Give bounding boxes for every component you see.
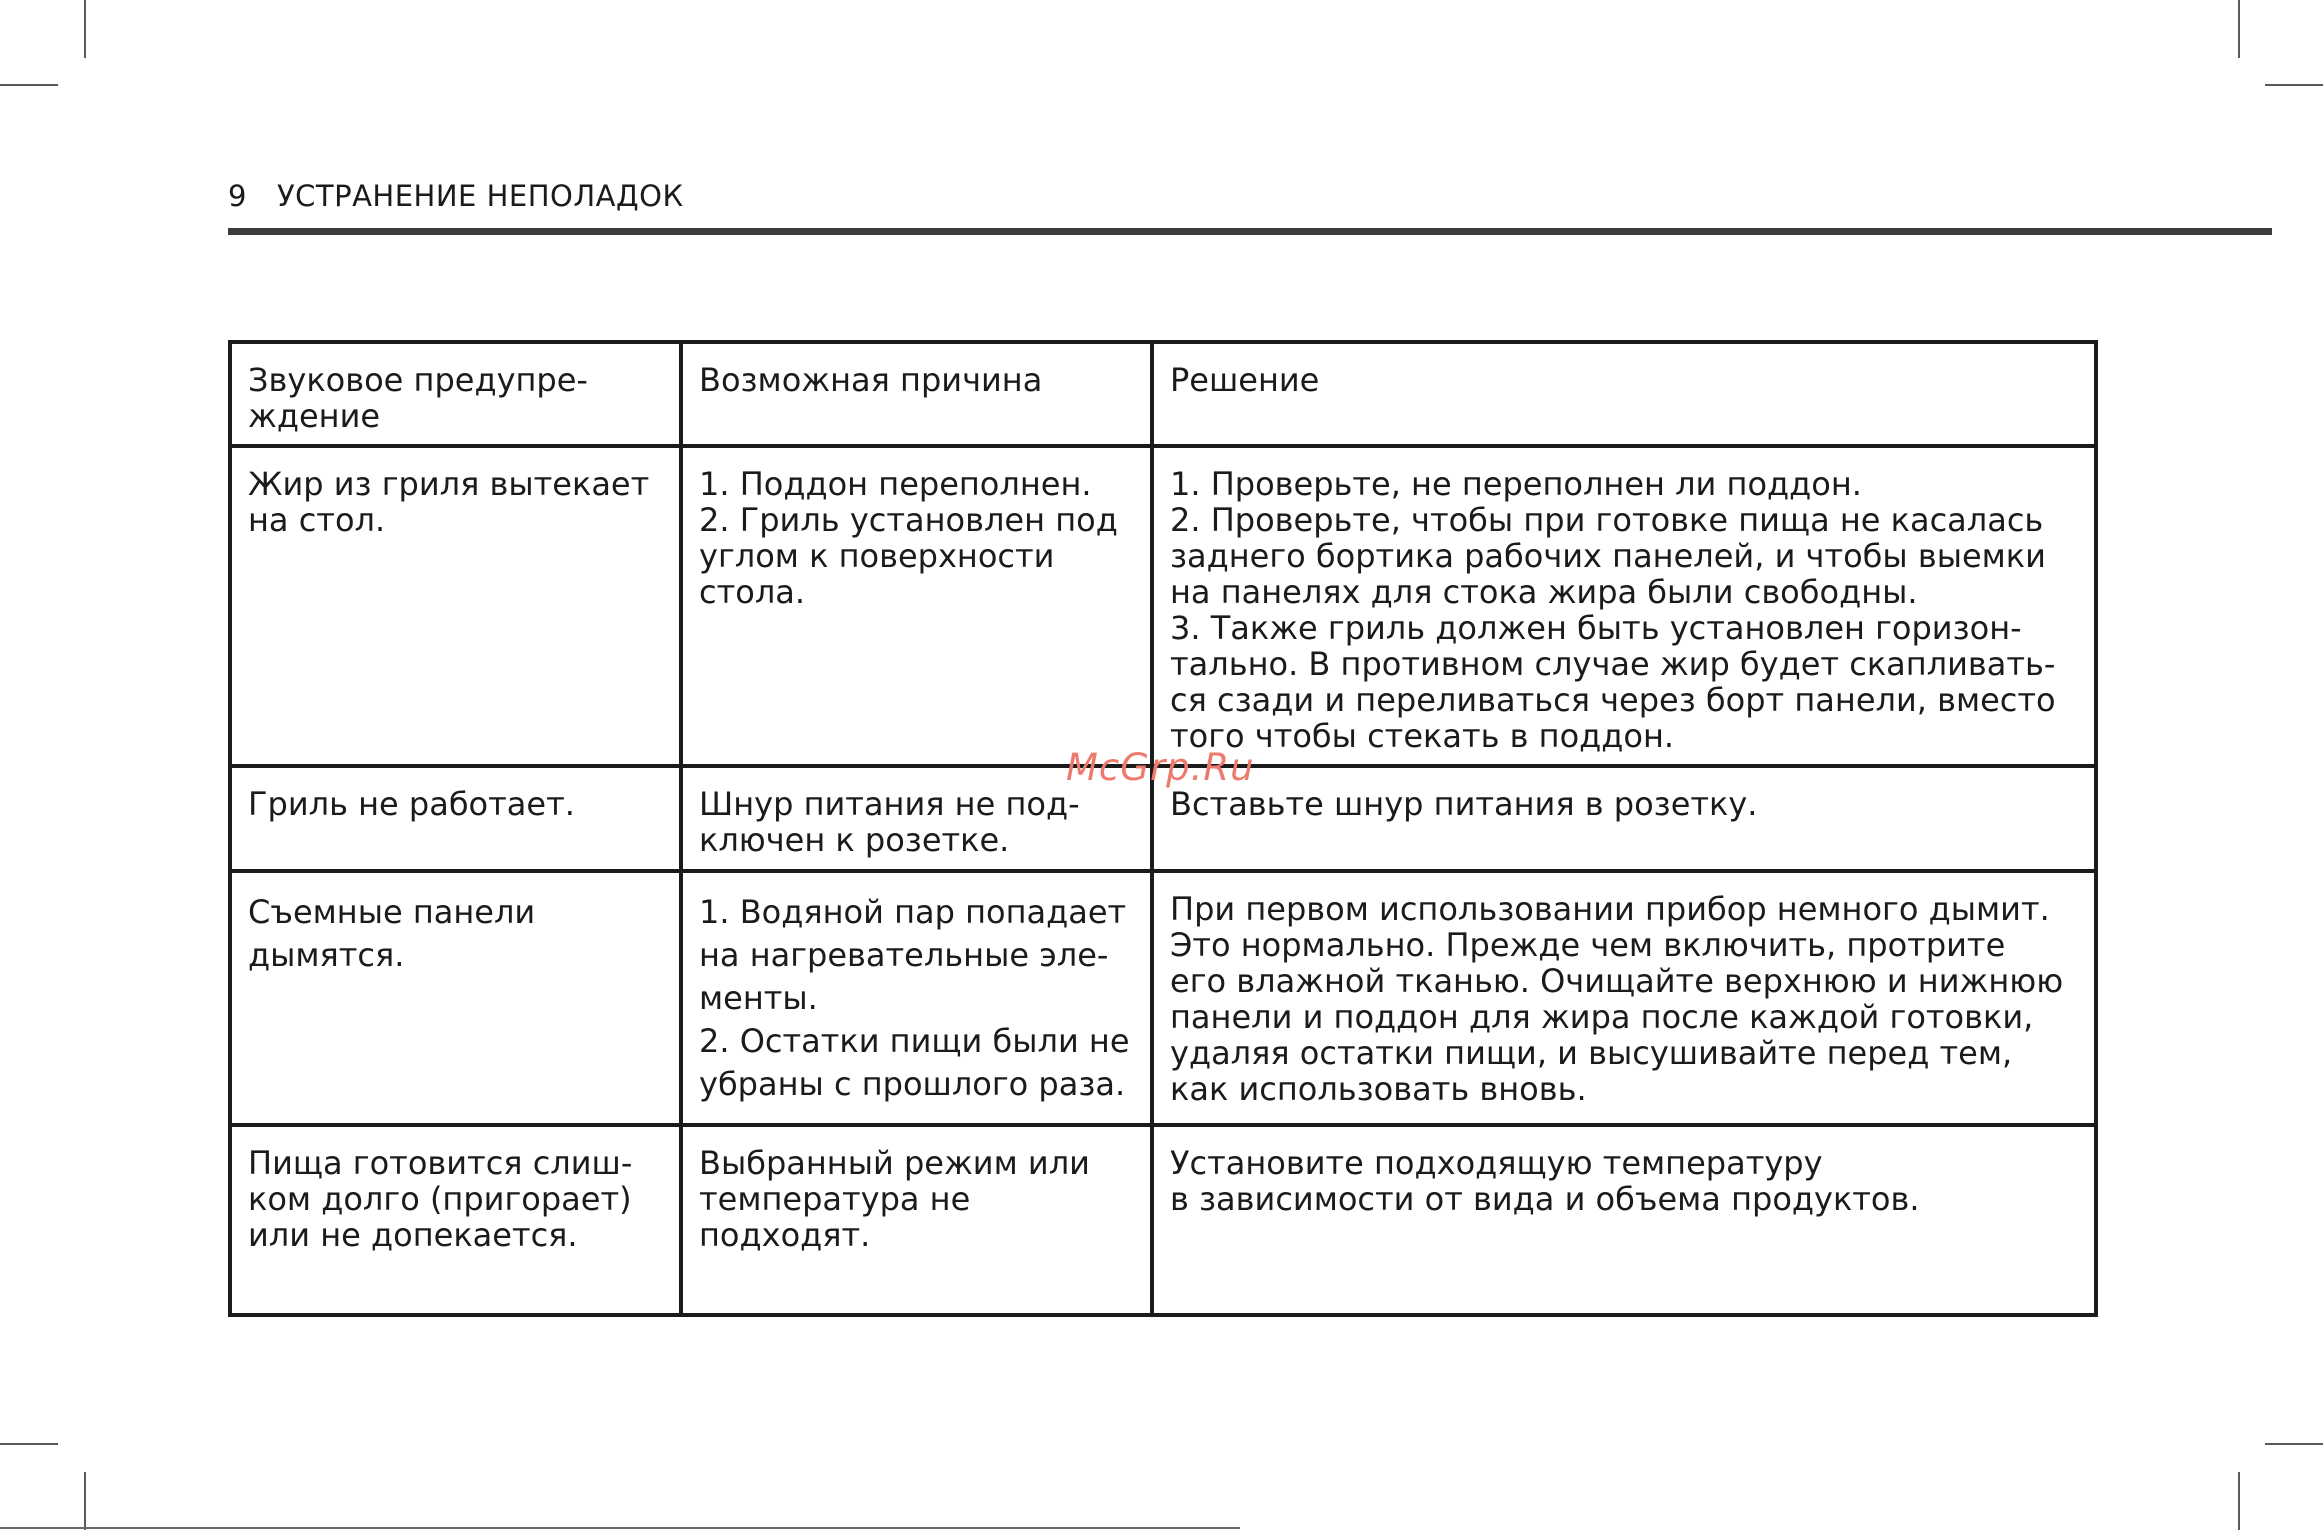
solution-cell: 1. Проверьте, не переполнен ли поддон. 2. Проверьте, чтобы при готовке пища не касалась заднего бортика рабочих панелей, и чтобы выемки на панелях для стока жира были свободны. 3. Также гриль должен быть установлен горизон- тально. В противном случае жир будет скапливать- ся сзади и переливаться через борт панели, вместо того чтобы стекать в поддон. (1152, 446, 2096, 766)
troubleshooting-table (228, 340, 2094, 1317)
page-header (228, 176, 684, 216)
watermark: McGrp.Ru (1066, 746, 1255, 789)
crop-mark (0, 84, 58, 86)
solution-cell: Вставьте шнур питания в розетку. (1152, 766, 2096, 871)
solution-cell: При первом использовании прибор немного дымит. Это нормально. Прежде чем включить, протрите его влажной тканью. Очищайте верхнюю и нижнюю панели и поддон для жира после каждой готовки, удаляя остатки пищи, и высушивайте перед тем, как использовать вновь. (1152, 871, 2096, 1125)
crop-mark (2238, 0, 2240, 58)
column-header-cause: Возможная причина (681, 342, 1152, 446)
crop-mark (84, 0, 86, 58)
problem-cell: Жир из гриля вытекает на стол. (230, 446, 681, 766)
problem-cell: Съемные панели дымятся. (230, 871, 681, 1125)
cause-cell: Шнур питания не под- ключен к розетке. (681, 766, 1152, 871)
column-header-problem: Звуковое предупре- ждение (230, 342, 681, 446)
crop-mark (2265, 84, 2323, 86)
bottom-divider (0, 1527, 1240, 1529)
crop-mark (2265, 1443, 2323, 1445)
table-header-row (230, 342, 2096, 446)
problem-cell: Пища готовится слиш- ком долго (пригорает) или не допекается. (230, 1125, 681, 1315)
crop-mark (84, 1472, 86, 1530)
problem-cell: Гриль не работает. (230, 766, 681, 871)
solution-cell: Установите подходящую температуру в зависимости от вида и объема продуктов. (1152, 1125, 2096, 1315)
page-number: 9 (228, 179, 247, 213)
column-header-solution: Решение (1152, 342, 2096, 446)
crop-mark (2238, 1472, 2240, 1530)
header-divider (228, 228, 2272, 235)
cause-cell: 1. Поддон переполнен. 2. Гриль установлен под углом к поверхности стола. (681, 446, 1152, 766)
table-row (230, 1125, 2096, 1315)
table-row (230, 871, 2096, 1125)
cause-cell: 1. Водяной пар попадает на нагревательные эле- менты. 2. Остатки пищи были не убраны с прошлого раза. (681, 871, 1152, 1125)
table-row (230, 446, 2096, 766)
section-title: УСТРАНЕНИЕ НЕПОЛАДОК (276, 179, 684, 213)
crop-mark (0, 1443, 58, 1445)
cause-cell: Выбранный режим или температура не подходят. (681, 1125, 1152, 1315)
